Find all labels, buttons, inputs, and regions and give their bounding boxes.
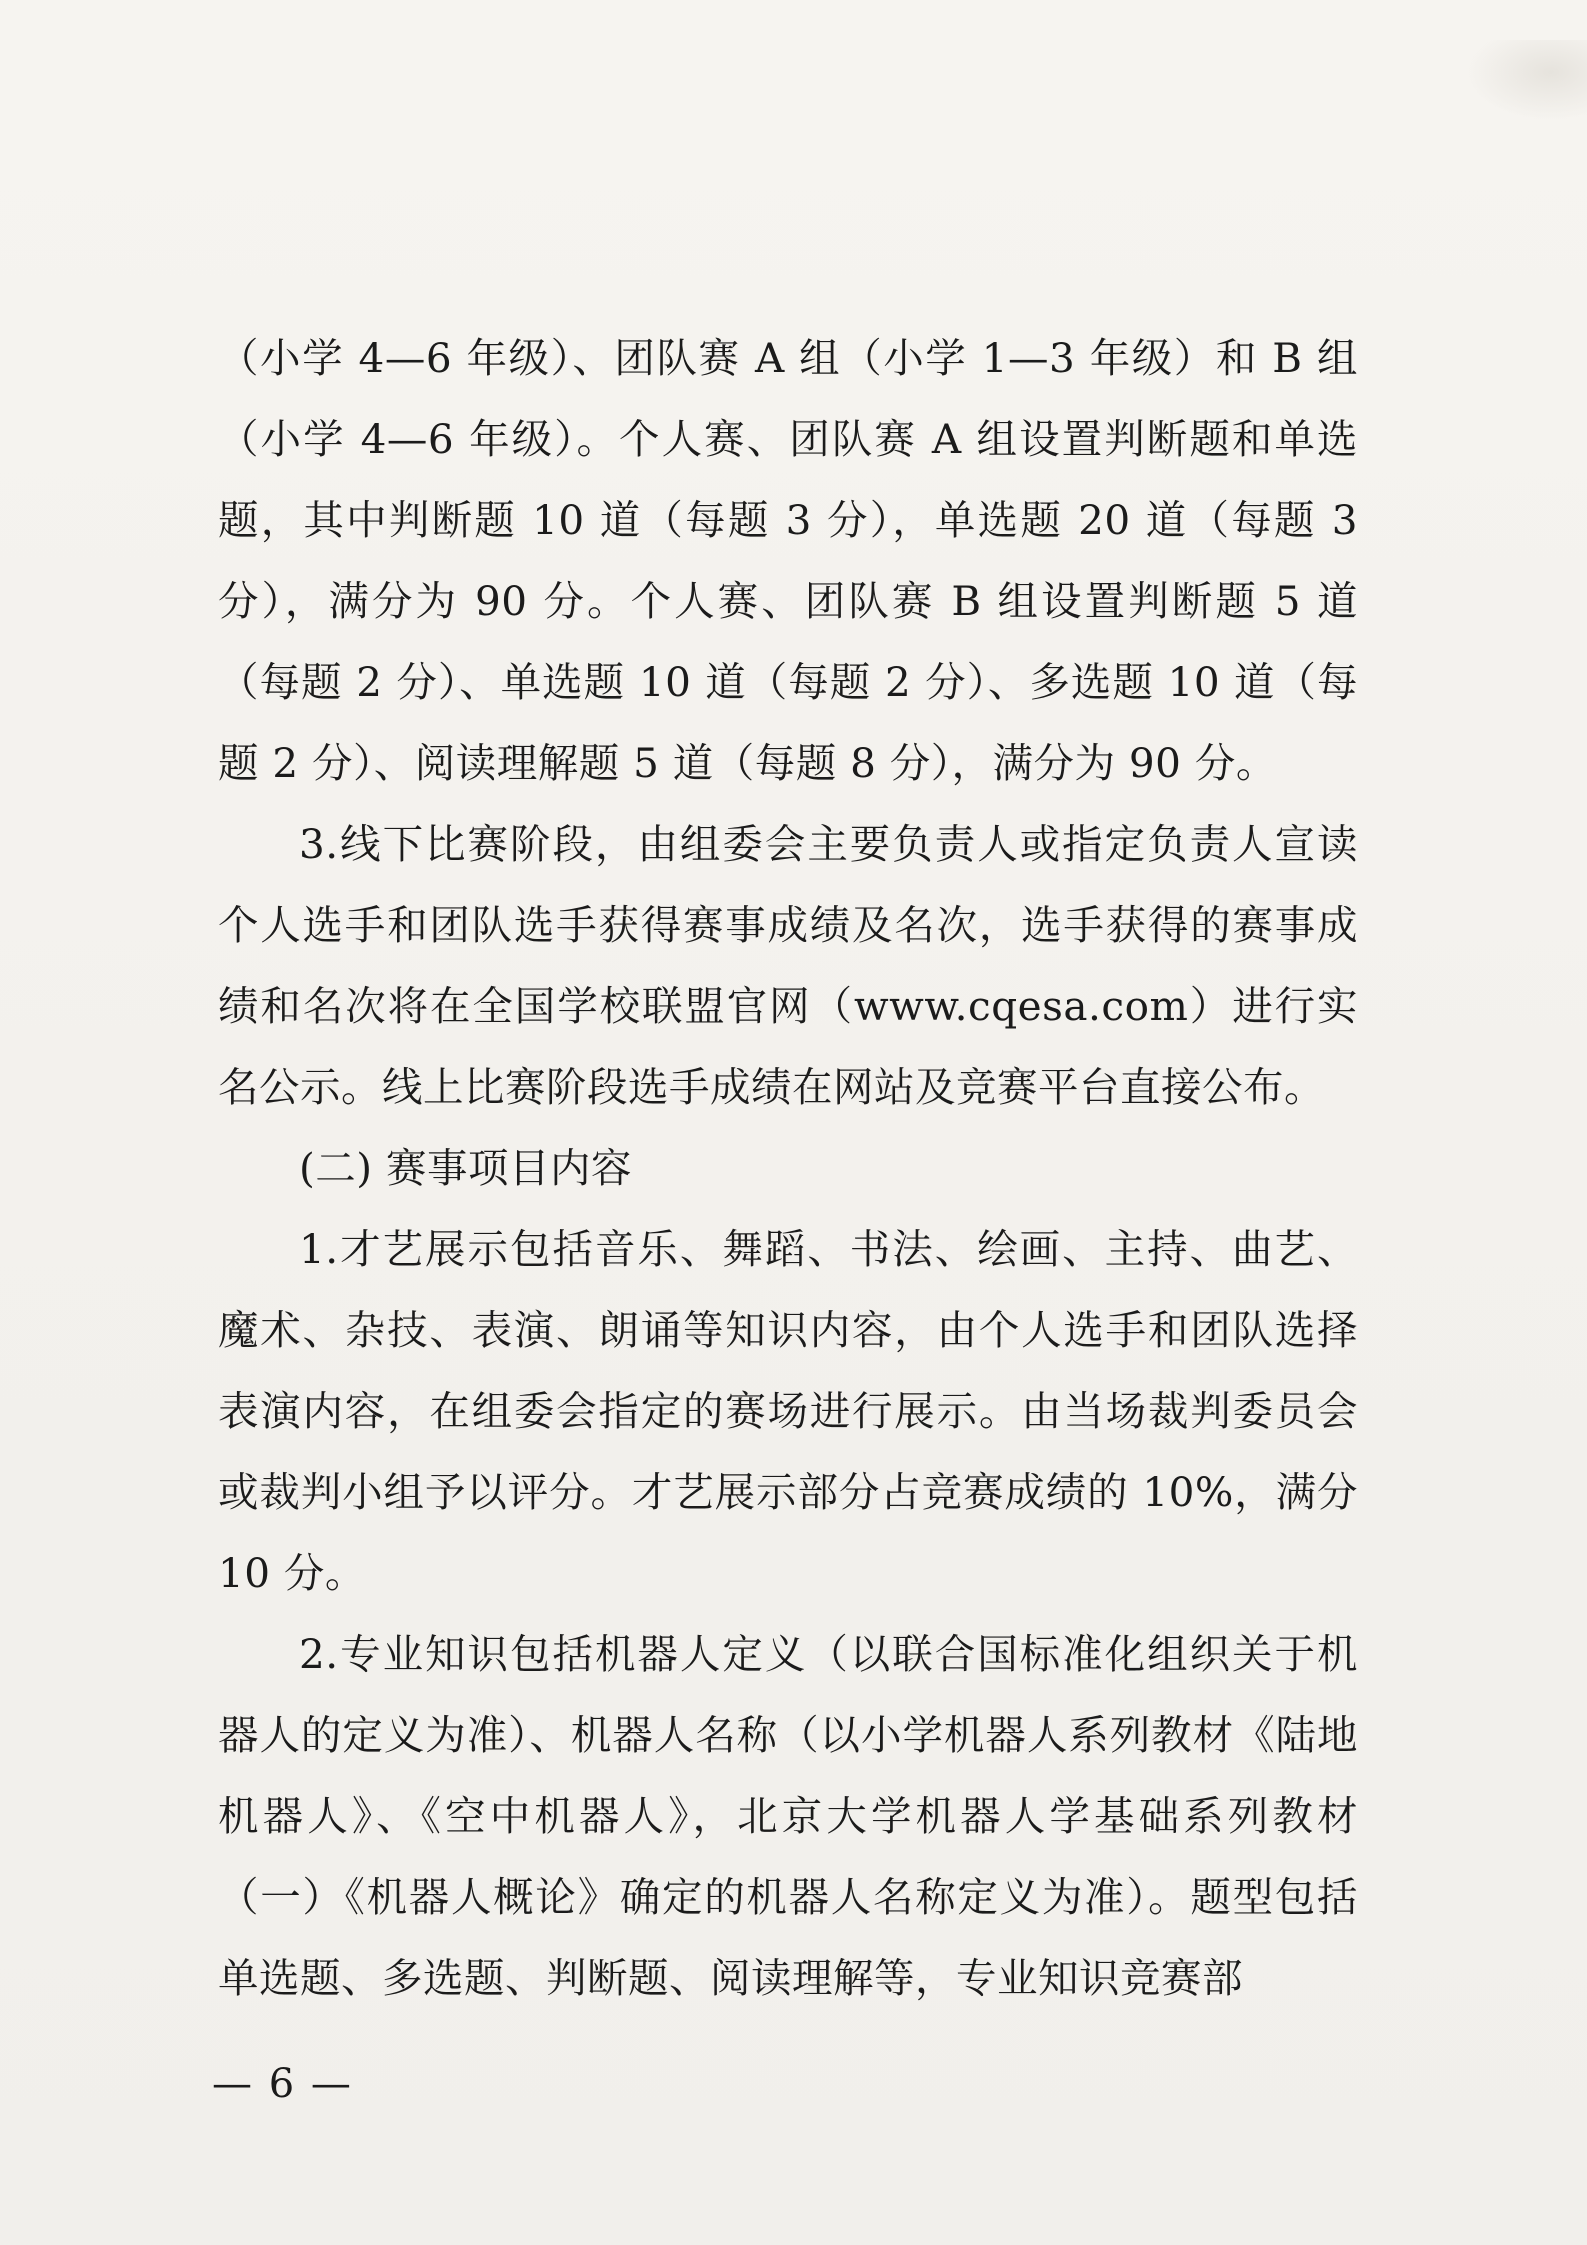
document-body — [218, 318, 1358, 2019]
paragraph-professional-knowledge: 2.专业知识包括机器人定义（以联合国标准化组织关于机器人的定义为准）、机器人名称（以小学机器人系列教材《陆地机器人》、《空中机器人》，北京大学机器人学基础系列教材（一）《机器人概论》确定的机器人名称定义为准）。题型包括单选题、多选题、判断题、阅读理解等，专业知识竞赛部 — [218, 1630, 1358, 2002]
scan-shadow — [1467, 40, 1587, 120]
page-number: — 6 — — [212, 2061, 353, 2107]
paragraph-offline-results: 3.线下比赛阶段，由组委会主要负责人或指定负责人宣读个人选手和团队选手获得赛事成绩及名次，选手获得的赛事成绩和名次将在全国学校联盟官网（www.cqesa.com）进行实名公示。线上比赛阶段选手成绩在网站及竞赛平台直接公布。 — [218, 820, 1358, 1111]
paragraph-talent-show: 1.才艺展示包括音乐、舞蹈、书法、绘画、主持、曲艺、魔术、杂技、表演、朗诵等知识内容，由个人选手和团队选择表演内容，在组委会指定的赛场进行展示。由当场裁判委员会或裁判小组予以评分。才艺展示部分占竞赛成绩的 10%，满分 10 分。 — [218, 1225, 1358, 1597]
section-heading-event-content: (二) 赛事项目内容 — [299, 1144, 632, 1192]
paragraph-competition-groups: （小学 4—6 年级）、团队赛 A 组（小学 1—3 年级）和 B 组（小学 4—6 年级）。个人赛、团队赛 A 组设置判断题和单选题，其中判断题 10 道（每题 3 分），单选题 20 道（每题 3 分），满分为 90 分。个人赛、团队赛 B 组设置判断题 5 道（每题 2 分）、单选题 10 道（每题 2 分）、多选题 10 道（每题 2 分）、阅读理解题 5 道（每题 8 分），满分为 90 分。 — [218, 334, 1358, 787]
